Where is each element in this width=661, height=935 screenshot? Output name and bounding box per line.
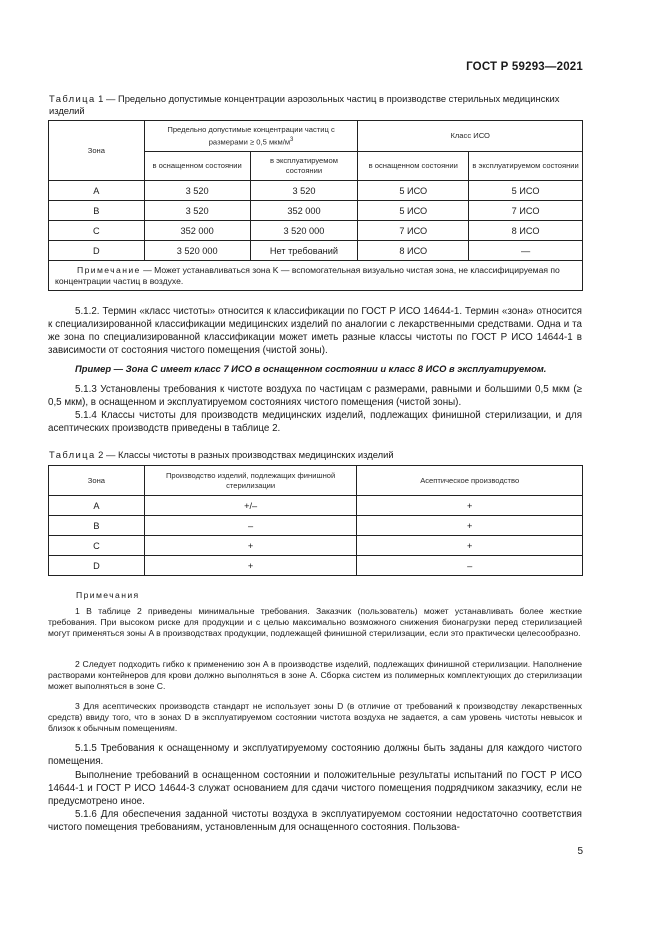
t2-header-terminal: Производство изделий, подлежащих финишной стерилизации <box>144 466 357 496</box>
t1-sub-iso-operational: в эксплуатируемом состоянии <box>469 152 583 181</box>
table1-caption-word: Таблица <box>49 93 96 104</box>
t1-sub-equipped: в оснащенном состоянии <box>144 152 250 181</box>
page-number: 5 <box>577 846 583 857</box>
table-2 <box>48 465 583 576</box>
table-row: A +/– + <box>49 496 583 516</box>
note-1: 1 В таблице 2 приведены минимальные требования. Заказчик (пользователь) может устанавливать более жесткие требования. При высоком риске для продукции и с целью максимально возможного снижения бионагрузки перед стерилизацией могут применяться зоны A в производствах продукции, подлежащей финишной стерилизации, если это практически целесообразно. <box>48 606 582 638</box>
paragraph-5-1-4: 5.1.4 Классы чистоты для производств медицинских изделий, подлежащих финишной стерилизации, и для асептических производств приведены в таблице 2. <box>48 410 582 434</box>
table-row: B 3 520 352 000 5 ИСО 7 ИСО <box>49 201 583 221</box>
t1-sub-operational: в эксплуатируемом состоянии <box>250 152 358 181</box>
table1-note: Примечание — Может устанавливаться зона K — вспомогательная визуально чистая зона, не классифицируемая по концентрации частиц в воздухе. <box>49 261 583 291</box>
paragraph-5-1-5: 5.1.5 Требования к оснащенному и эксплуатируемому состоянию должны быть заданы для каждого чистого помещения. <box>48 743 582 767</box>
t1-header-zone: Зона <box>49 121 145 181</box>
table-row: C 352 000 3 520 000 7 ИСО 8 ИСО <box>49 221 583 241</box>
paragraph-5-1-3: 5.1.3 Установлены требования к чистоте воздуха по частицам с размерами, равными и большими 0,5 мкм (≥ 0,5 мкм), в оснащенном и эксплуатируемом состояниях чистого помещения (чистой зоны). <box>48 384 582 408</box>
table2-caption <box>49 449 583 461</box>
table-row: D 3 520 000 Нет требований 8 ИСО — <box>49 241 583 261</box>
table1-caption-text: 1 — Предельно допустимые концентрации аэрозольных частиц в производстве стерильных медицинских изделий <box>49 93 560 116</box>
t2-header-zone: Зона <box>49 466 145 496</box>
note-3: 3 Для асептических производств стандарт не использует зоны D (в отличие от требований к производству лекарственных средств) ввиду того, что в зонах D в эксплуатируемом состоянии чистота воздуха не задается, а сам уровень чистоты невысок и близок к обычным помещениям. <box>48 701 582 733</box>
table-1 <box>48 120 583 291</box>
document-code: ГОСТ Р 59293—2021 <box>466 61 583 73</box>
table-row: D + – <box>49 556 583 576</box>
table-row: C + + <box>49 536 583 556</box>
notes-title: Примечания <box>76 590 140 600</box>
table-row: A 3 520 3 520 5 ИСО 5 ИСО <box>49 181 583 201</box>
note-2: 2 Следует подходить гибко к применению зон A в производстве изделий, подлежащих финишной стерилизации. Наполнение растворами контейнеров для крови должно выполняться в зоне A. Сборка систем из полимерных комплектующих до стерилизации может выполняться в зоне C. <box>48 659 582 691</box>
t1-sub-iso-equipped: в оснащенном состоянии <box>358 152 469 181</box>
paragraph-5-1-6: 5.1.6 Для обеспечения заданной чистоты воздуха в эксплуатируемом состоянии недостаточно соответствия чистого помещения требованиям, установленным для оснащенного состояния. Пользова- <box>48 809 582 833</box>
example-text: Пример — Зона C имеет класс 7 ИСО в оснащенном состоянии и класс 8 ИСО в эксплуатируемом. <box>75 363 547 374</box>
table2-caption-text: 2 — Классы чистоты в разных производствах медицинских изделий <box>98 449 394 460</box>
t1-header-iso: Класс ИСО <box>358 121 583 152</box>
paragraph-5-1-5-b: Выполнение требований в оснащенном состоянии и положительные результаты испытаний по ГОСТ Р ИСО 14644-1 и ГОСТ Р ИСО 14644-3 служат основанием для сдачи чистого помещения подрядчиком заказчику, если не предусмотрено иное. <box>48 770 582 807</box>
t2-header-aseptic: Асептическое производство <box>357 466 583 496</box>
t1-header-limit: Предельно допустимые концентрации частиц с размерами ≥ 0,5 мкм/$м^3$ <box>144 121 358 152</box>
table-row: B – + <box>49 516 583 536</box>
table1-caption <box>49 93 583 117</box>
paragraph-5-1-2: 5.1.2. Термин «класс чистоты» относится к классификации по ГОСТ Р ИСО 14644-1. Термин «зона» относится к специализированной классификации медицинских изделий по аналогии с лекарственными средствами. Одна и та же зона по специализированной классификации может иметь разные классы чистоты по ГОСТ Р ИСО 14644-1 в зависимости от состояния чистого помещения (чистой зоны). <box>48 306 582 356</box>
table2-caption-word: Таблица <box>49 449 96 460</box>
